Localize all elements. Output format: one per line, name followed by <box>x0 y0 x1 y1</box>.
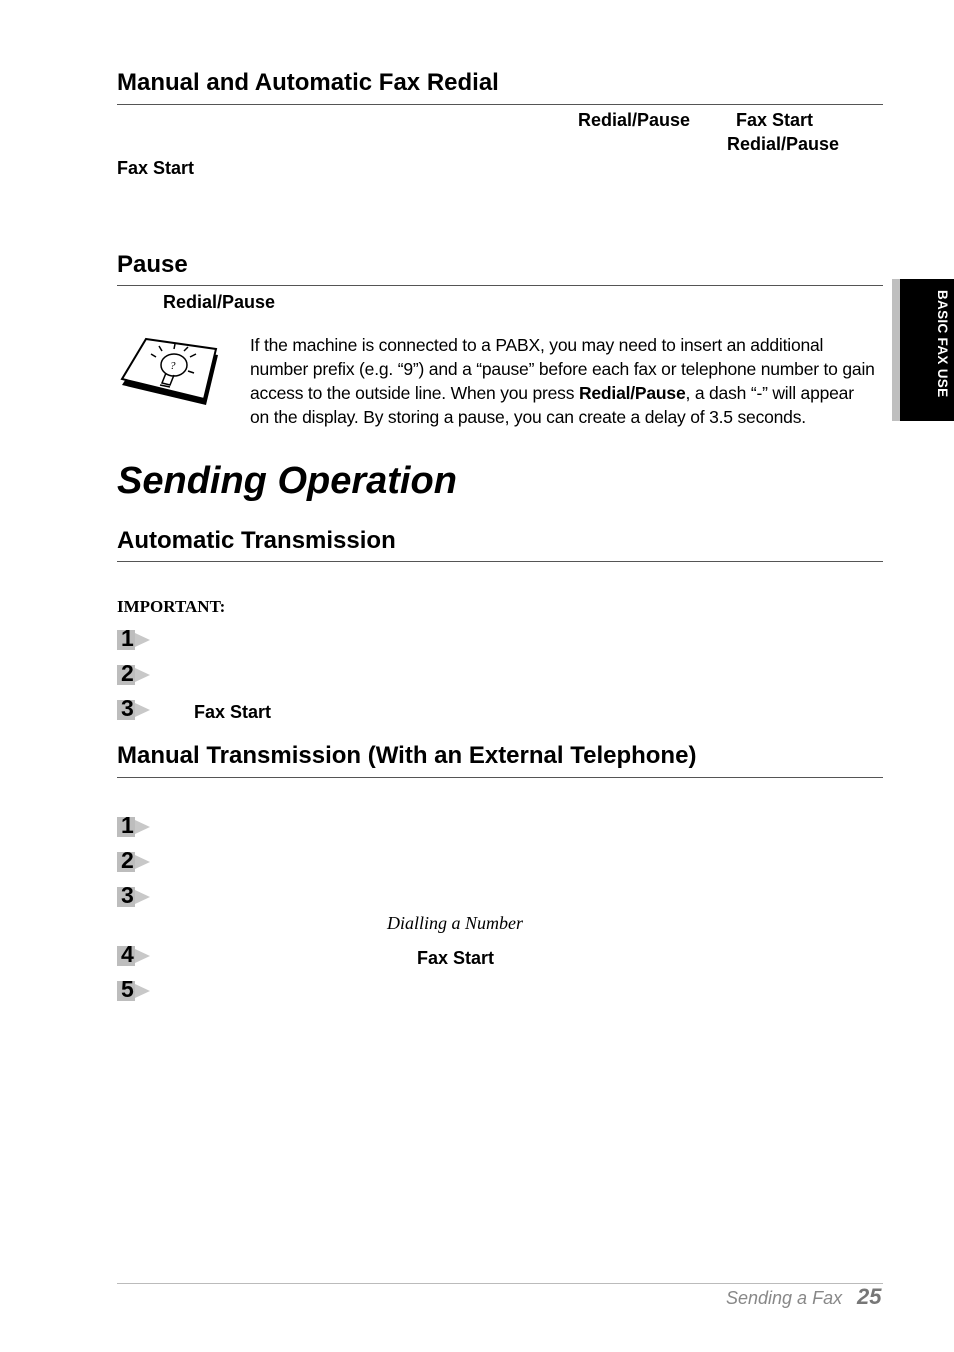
redial-pause-label: Redial/Pause <box>727 134 840 154</box>
svg-text:?: ? <box>170 360 176 372</box>
step-number: 1 <box>121 625 134 651</box>
cross-reference: Dialling a Number <box>387 913 524 933</box>
step-marker <box>117 976 157 1003</box>
step-number: 5 <box>121 976 134 1002</box>
footer-section-label: Sending a Fax <box>726 1288 843 1308</box>
step-number: 3 <box>121 695 134 721</box>
footer-divider <box>117 1283 883 1284</box>
note-text: If the machine is connected to a PABX, you may need to insert an additional number prefix (e.g. “9”) and a “pause” before each fax or telephone number to gain access to the outside line. When you press <box>250 335 875 403</box>
note-text: , a dash “-” will appear on the display. By storing a pause, you can create a delay of 3.5 seconds. <box>250 383 854 427</box>
heading-automatic-transmission: Automatic Transmission <box>117 527 396 554</box>
step-marker <box>117 847 157 874</box>
step-number: 1 <box>121 812 134 838</box>
divider <box>117 561 883 562</box>
heading-fax-redial: Manual and Automatic Fax Redial <box>117 69 499 96</box>
step-number: 4 <box>121 941 134 967</box>
note-bold-key: Redial/Pause <box>578 383 686 403</box>
step-number: 2 <box>121 660 134 686</box>
step-number: 3 <box>121 882 134 908</box>
lightbulb-note-icon <box>118 333 222 411</box>
step-marker <box>117 695 157 722</box>
step-number: 2 <box>121 847 134 873</box>
fax-start-label: Fax Start <box>194 702 272 722</box>
step-marker <box>117 882 157 909</box>
page-number: 25 <box>857 1284 882 1309</box>
heading-manual-transmission: Manual Transmission (With an External Telephone) <box>117 742 697 769</box>
redial-pause-label: Redial/Pause <box>163 292 276 312</box>
page-title: Sending Operation <box>117 460 457 502</box>
divider <box>117 104 883 105</box>
pabx-note <box>250 333 875 429</box>
step-marker <box>117 812 157 839</box>
step-marker <box>117 941 157 968</box>
side-tab-label: BASIC FAX USE <box>935 290 950 398</box>
step-marker <box>117 625 157 652</box>
heading-pause: Pause <box>117 251 188 278</box>
divider <box>117 777 883 778</box>
fax-start-label: Fax Start <box>117 158 195 178</box>
divider <box>117 285 883 286</box>
redial-pause-label: Redial/Pause <box>578 110 691 130</box>
step-marker <box>117 660 157 687</box>
fax-start-label: Fax Start <box>736 110 814 130</box>
fax-start-label: Fax Start <box>417 948 495 968</box>
important-label: IMPORTANT: <box>117 597 226 616</box>
